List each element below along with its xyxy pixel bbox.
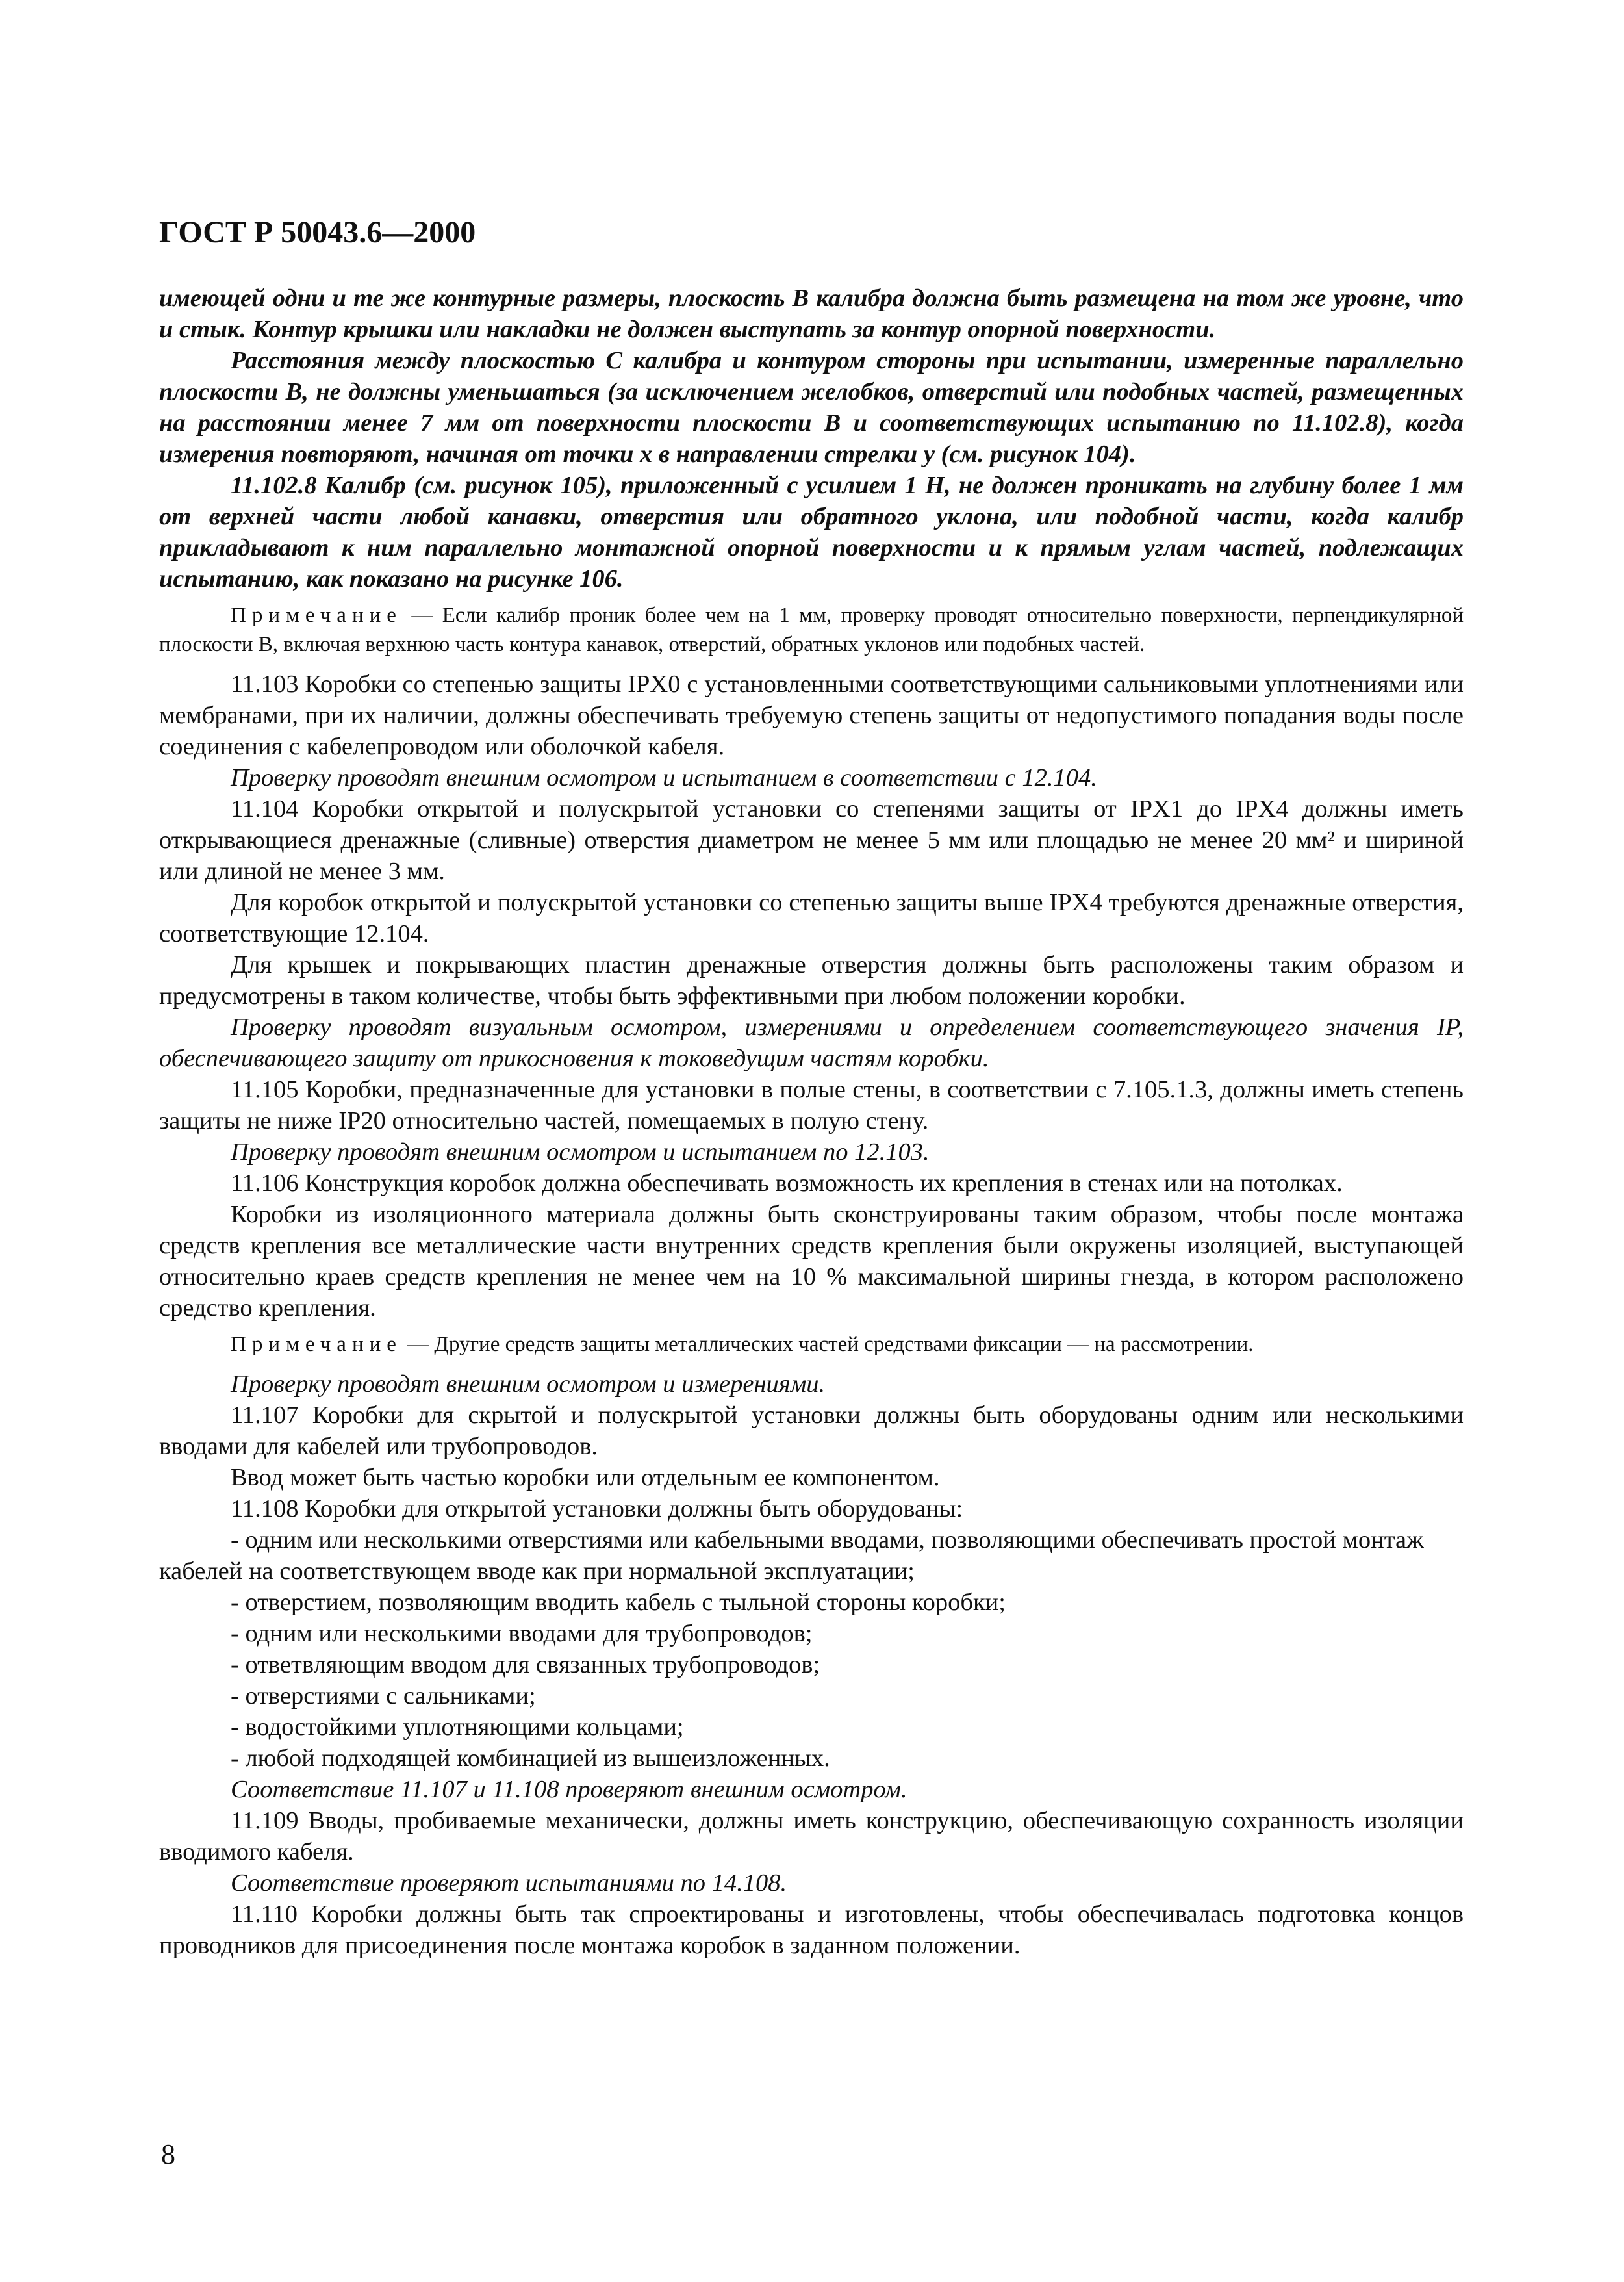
check-inspection-measurement: Проверку проводят внешним осмотром и измерениями. [231, 1370, 826, 1398]
paragraph-11-110: 11.110 Коробки должны быть так спроектированы и изготовлены, чтобы обеспечивалась подготовка концов проводников для присоединения после монтажа коробок в заданном положении. [159, 1901, 1464, 1959]
list-item: - одним или несколькими вводами для трубопроводов; [231, 1620, 813, 1647]
paragraph-11-105: 11.105 Коробки, предназначенные для установки в полые стены, в соответствии с 7.105.1.3, должны иметь степень защиты не ниже IP20 относительно частей, помещаемых в полую стену. [159, 1076, 1464, 1135]
paragraph-11-109: 11.109 Вводы, пробиваемые механически, должны иметь конструкцию, обеспечивающую сохранность изоляции вводимого кабеля. [159, 1807, 1464, 1865]
document-header: ГОСТ Р 50043.6—2000 [159, 215, 476, 250]
paragraph-covers-drainage: Для крышек и покрывающих пластин дренажные отверстия должны быть расположены таким образом и предусмотрены в таком количестве, чтобы быть эффективными при любом положении коробки. [159, 951, 1464, 1010]
note-1 [159, 601, 1464, 660]
list-item: - отверстием, позволяющим вводить кабель с тыльной стороны коробки; [231, 1589, 1006, 1616]
check-visual-ip: Проверку проводят визуальным осмотром, измерениями и определением соответствующего значения IP, обеспечивающего защиту от прикосновения к токоведущим частям коробки. [159, 1014, 1464, 1072]
paragraph-11-108: 11.108 Коробки для открытой установки должны быть оборудованы: [231, 1495, 963, 1522]
list-item: - одним или несколькими отверстиями или кабельными вводами, позволяющими обеспечивать простой монтаж кабелей на соответствующем вводе как при нормальной эксплуатации; [159, 1526, 1424, 1585]
paragraph-gauge-contour: имеющей одни и те же контурные размеры, плоскость В калибра должна быть размещена на том же уровне, что и стык. Контур крышки или накладки не должен выступать за контур опорной поверхности. [159, 285, 1464, 343]
note-text: — Если калибр проник более чем на 1 мм, проверку проводят относительно поверхности, перпендикулярной плоскости В, включая верхнюю часть контура канавок, отверстий, обратных уклонов или подобных частей. [159, 604, 1464, 656]
paragraph-11-106: 11.106 Конструкция коробок должна обеспечивать возможность их крепления в стенах или на потолках. [231, 1170, 1343, 1197]
note-label: Примечание [231, 604, 402, 627]
paragraph-entry-part: Ввод может быть частью коробки или отдельным ее компонентом. [231, 1464, 940, 1491]
list-item: - ответвляющим вводом для связанных трубопроводов; [231, 1651, 820, 1678]
note-label: Примечание [231, 1333, 402, 1356]
page-number: 8 [161, 2138, 175, 2170]
note-text: — Другие средств защиты металлических частей средствами фиксации — на рассмотрении. [401, 1333, 1254, 1356]
note-2 [159, 1330, 1464, 1359]
paragraph-11-103: 11.103 Коробки со степенью защиты IPX0 с установленными соответствующими сальниковыми уплотнениями или мембранами, при их наличии, должны обеспечивать требуемую степень защиты от недопустимого попадания воды после соединения с кабелепроводом или оболочкой кабеля. [159, 671, 1464, 760]
paragraph-distances: Расстояния между плоскостью С калибра и контуром стороны при испытании, измеренные параллельно плоскости В, не должны уменьшаться (за исключением желобков, отверстий или подобных частей, размещенных на расстоянии менее 7 мм от поверхности плоскости В и соответствующих испытанию по 11.102.8), когда измерения повторяют, начиная от точки x в направлении стрелки y (см. рисунок 104). [159, 347, 1464, 468]
check-14-108: Соответствие проверяют испытаниями по 14.108. [231, 1869, 787, 1897]
list-item: - отверстиями с сальниками; [231, 1682, 536, 1710]
paragraph-11-102-8: 11.102.8 Калибр (см. рисунок 105), приложенный с усилием 1 Н, не должен проникать на глубину более 1 мм от верхней части любой канавки, отверстия или обратного уклона, или подобной части, когда калибр прикладывают к ним параллельно монтажной опорной поверхности и к прямым углам частей, подлежащих испытанию, как показано на рисунке 106. [159, 472, 1464, 593]
check-11-107-11-108: Соответствие 11.107 и 11.108 проверяют внешним осмотром. [231, 1776, 907, 1803]
paragraph-11-104: 11.104 Коробки открытой и полускрытой установки со степенями защиты от IPX1 до IPX4 должны иметь открывающиеся дренажные (сливные) отверстия диаметром не менее 5 мм или площадью не менее 20 мм² и шириной или длиной не менее 3 мм. [159, 795, 1464, 885]
paragraph-drainage-ipx4: Для коробок открытой и полускрытой установки со степенью защиты выше IPX4 требуются дренажные отверстия, соответствующие 12.104. [159, 889, 1464, 947]
check-12-104: Проверку проводят внешним осмотром и испытанием в соответствии с 12.104. [231, 764, 1097, 791]
list-item: - любой подходящей комбинацией из вышеизложенных. [231, 1745, 830, 1772]
paragraph-insulating-boxes: Коробки из изоляционного материала должны быть сконструированы таким образом, чтобы после монтажа средств крепления все металлические части внутренних средств крепления были окружены изоляцией, выступающей относительно краев средств крепления не менее чем на 10 % максимальной ширины гнезда, в котором расположено средство крепления. [159, 1201, 1464, 1322]
list-item: - водостойкими уплотняющими кольцами; [231, 1713, 684, 1741]
check-12-103: Проверку проводят внешним осмотром и испытанием по 12.103. [231, 1138, 930, 1166]
paragraph-11-107: 11.107 Коробки для скрытой и полускрытой установки должны быть оборудованы одним или несколькими вводами для кабелей или трубопроводов. [159, 1402, 1464, 1460]
document-body [159, 283, 1464, 1961]
